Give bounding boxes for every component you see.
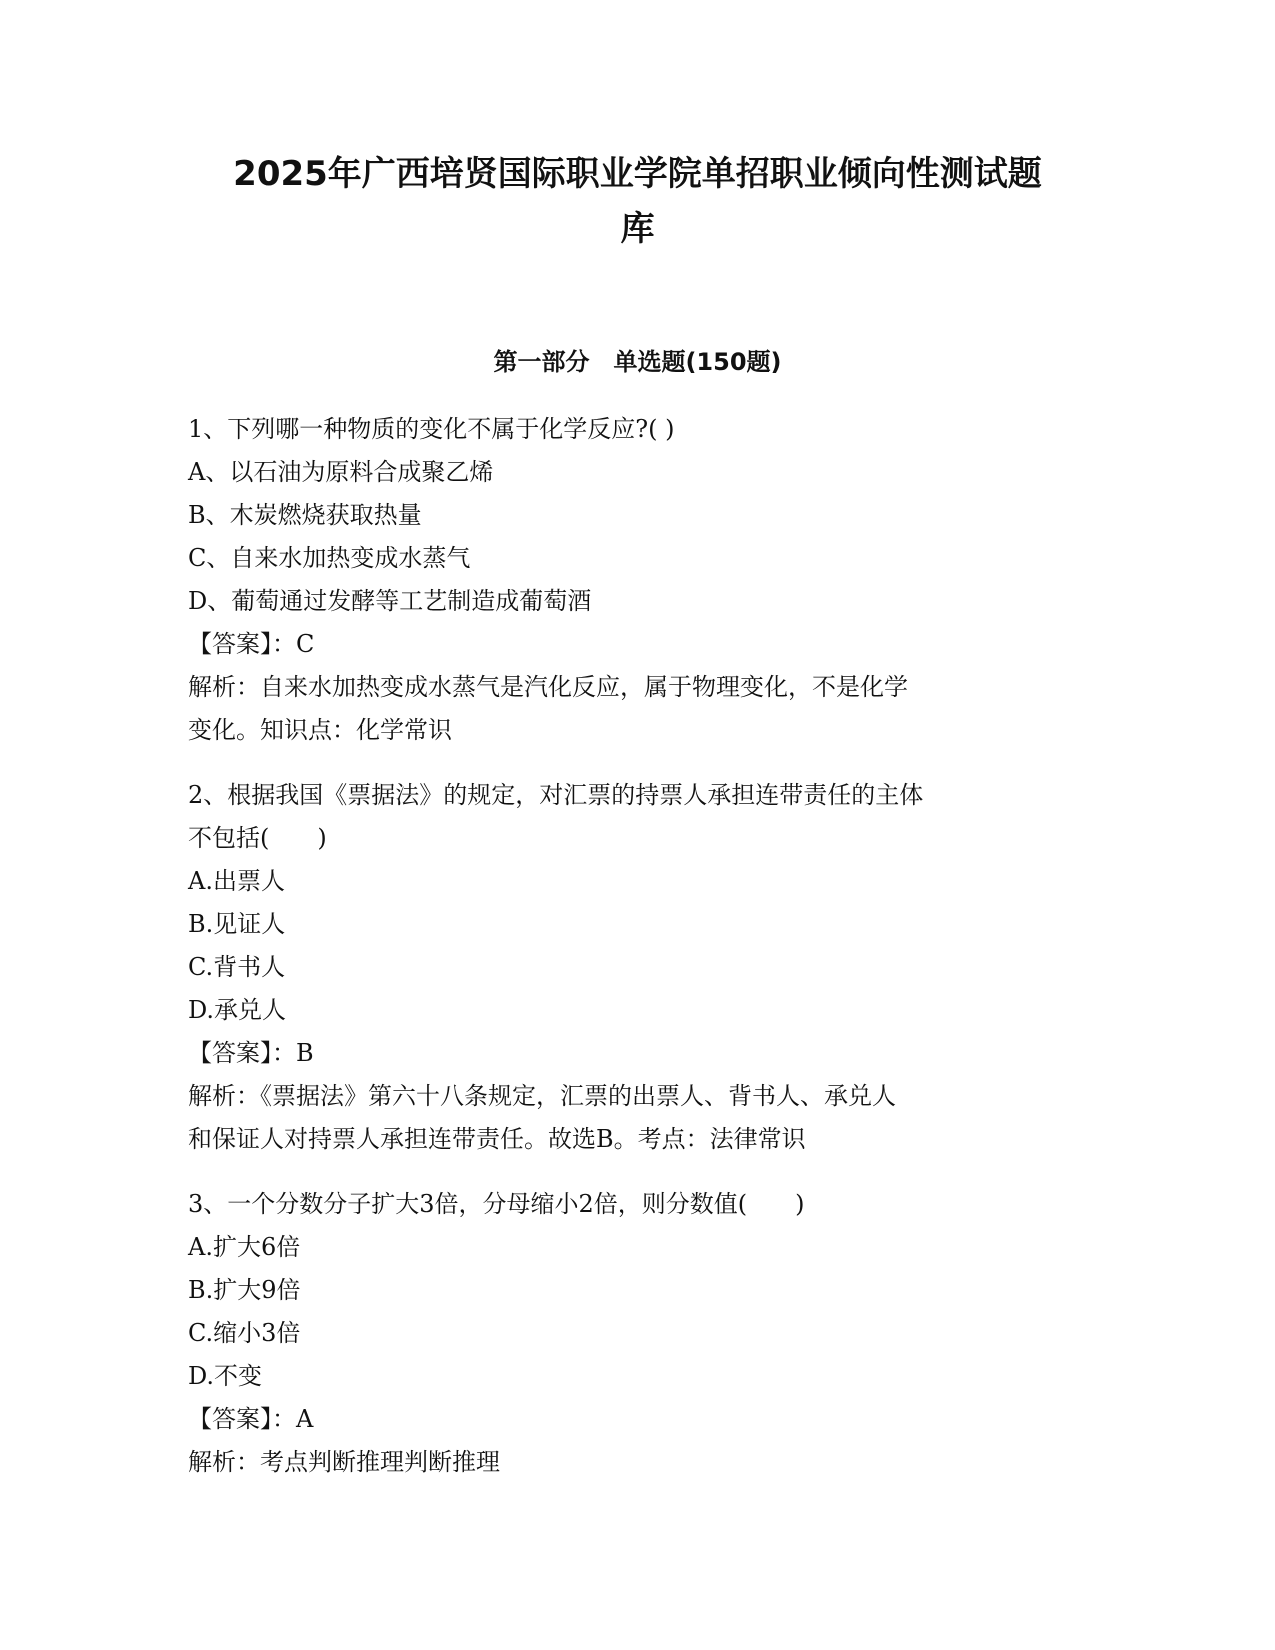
option-d: D.承兑人 — [188, 996, 287, 1024]
question-spacer — [188, 752, 1088, 774]
option-b: B、木炭燃烧获取热量 — [188, 501, 422, 529]
question-list — [188, 408, 1088, 1484]
option-c: C、自来水加热变成水蒸气 — [188, 544, 471, 572]
option-d: D.不变 — [188, 1362, 263, 1390]
answer: 【答案】：B — [188, 1039, 314, 1067]
question-3 — [188, 1183, 1088, 1484]
document-title-line2: 库 — [620, 209, 655, 249]
question-stem: 1、下列哪一种物质的变化不属于化学反应?( ) — [188, 415, 675, 443]
analysis-line1: 解析：《票据法》第六十八条规定，汇票的出票人、背书人、承兑人 — [188, 1082, 896, 1110]
answer: 【答案】：A — [188, 1405, 314, 1433]
answer: 【答案】：C — [188, 630, 315, 658]
option-b: B.扩大9倍 — [188, 1276, 301, 1304]
option-a: A.扩大6倍 — [188, 1233, 301, 1261]
option-c: C.缩小3倍 — [188, 1319, 301, 1347]
analysis-line1: 解析：考点判断推理判断推理 — [188, 1448, 500, 1476]
option-a: A.出票人 — [188, 867, 285, 895]
analysis-line2: 变化。知识点：化学常识 — [188, 716, 452, 744]
question-stem-line2: 不包括( ) — [188, 824, 327, 852]
document-title-line1: 2025年广西培贤国际职业学院单招职业倾向性测试题 — [233, 154, 1042, 194]
question-stem: 2、根据我国《票据法》的规定，对汇票的持票人承担连带责任的主体 — [188, 781, 924, 809]
option-b: B.见证人 — [188, 910, 286, 938]
analysis-line2: 和保证人对持票人承担连带责任。故选B。考点：法律常识 — [188, 1125, 806, 1153]
section-heading: 第一部分 单选题(150题) — [493, 348, 782, 376]
option-d: D、葡萄通过发酵等工艺制造成葡萄酒 — [188, 587, 592, 615]
option-c: C.背书人 — [188, 953, 286, 981]
question-stem: 3、一个分数分子扩大3倍，分母缩小2倍，则分数值( ) — [188, 1190, 805, 1218]
analysis-line1: 解析：自来水加热变成水蒸气是汽化反应，属于物理变化，不是化学 — [188, 673, 908, 701]
question-spacer — [188, 1161, 1088, 1183]
option-a: A、以石油为原料合成聚乙烯 — [188, 458, 494, 486]
question-1 — [188, 408, 1088, 752]
question-2 — [188, 774, 1088, 1161]
